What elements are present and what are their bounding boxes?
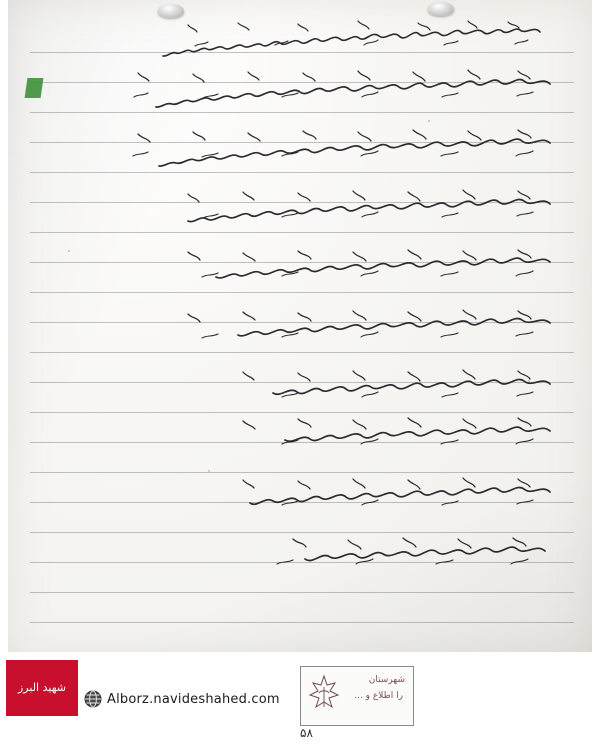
handwriting-line xyxy=(68,242,558,276)
watermark-url-text: Alborz.navideshahed.com xyxy=(107,691,280,707)
paper-rule-line xyxy=(30,592,574,593)
handwriting-line xyxy=(103,530,553,564)
official-stamp xyxy=(300,666,414,726)
scan-speck xyxy=(68,250,70,252)
paper-rule-line xyxy=(30,202,574,203)
handwriting-line xyxy=(68,62,558,96)
paper-rule-line xyxy=(30,382,574,383)
paper-clip xyxy=(428,2,454,16)
handwriting-line xyxy=(63,122,558,156)
paper-clip xyxy=(158,4,184,18)
paper-rule-line xyxy=(30,622,574,623)
handwriting-line xyxy=(78,470,558,504)
scanned-paper-sheet xyxy=(8,0,592,660)
watermark-url-bar xyxy=(84,690,280,708)
shahid-alborz-logo xyxy=(6,660,78,716)
logo-text: شهید البرز xyxy=(18,680,66,694)
paper-shading xyxy=(8,0,592,660)
paper-rule-line xyxy=(30,172,574,173)
handwriting-line xyxy=(73,302,558,336)
paper-rule-line xyxy=(30,352,574,353)
scan-speck xyxy=(208,470,210,472)
stamp-inner xyxy=(301,667,413,725)
paper-rule-line xyxy=(30,442,574,443)
paper-rule-line xyxy=(30,292,574,293)
paper-rule-line xyxy=(30,232,574,233)
paper-rule-line xyxy=(30,82,574,83)
green-margin-mark xyxy=(25,78,44,98)
paper-rule-line xyxy=(30,142,574,143)
globe-icon xyxy=(84,690,102,708)
paper-rule-line xyxy=(30,112,574,113)
paper-rule-line xyxy=(30,562,574,563)
handwriting-line xyxy=(128,12,548,46)
handwriting-line xyxy=(83,362,558,396)
scan-speck xyxy=(428,120,430,122)
emblem-icon xyxy=(307,673,341,717)
handwriting-line xyxy=(78,182,558,216)
stamp-line-2: را اطلاع و ... xyxy=(354,691,403,701)
paper-rule-line xyxy=(30,532,574,533)
stamp-line-1: شهرستان xyxy=(368,675,405,685)
handwriting-line xyxy=(93,410,558,444)
paper-rule-line xyxy=(30,52,574,53)
paper-rule-line xyxy=(30,262,574,263)
paper-rule-line xyxy=(30,472,574,473)
paper-rule-line xyxy=(30,412,574,413)
paper-rule-line xyxy=(30,502,574,503)
page-number: ۵۸ xyxy=(300,726,313,740)
scan-speck xyxy=(528,380,530,382)
paper-rule-line xyxy=(30,322,574,323)
